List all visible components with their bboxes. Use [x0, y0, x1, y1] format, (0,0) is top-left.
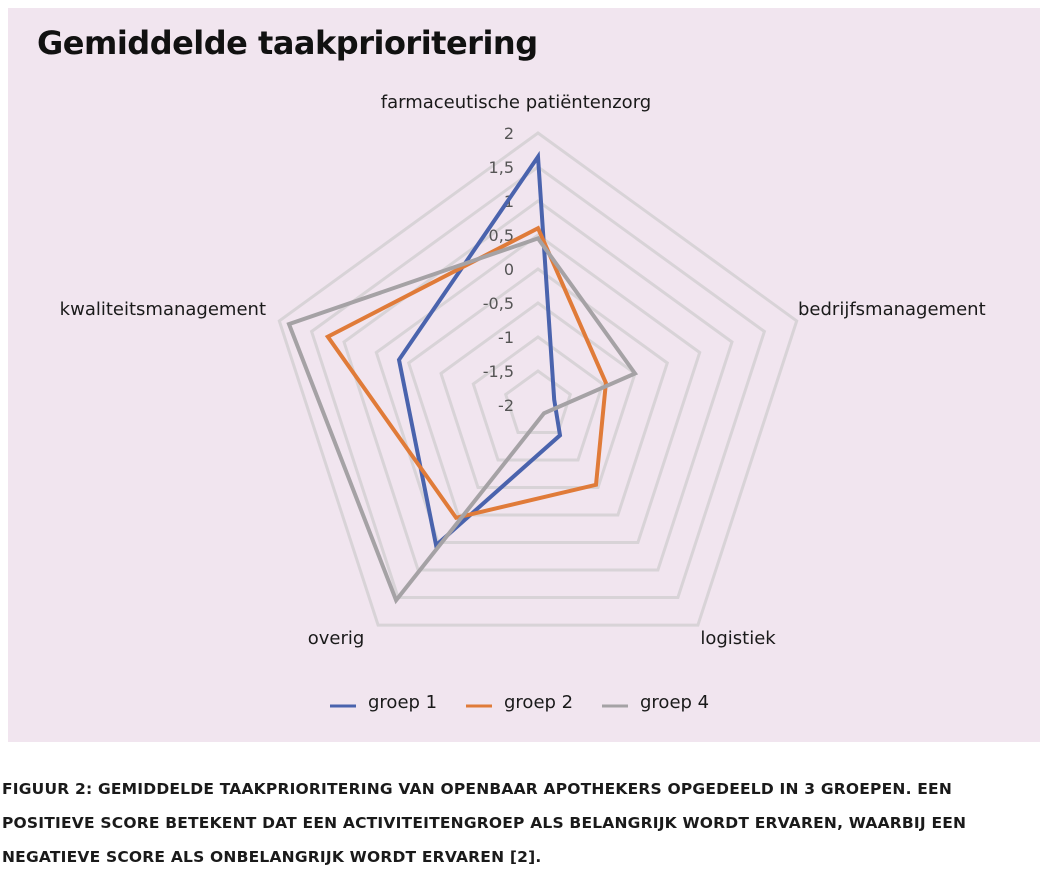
legend [330, 692, 709, 713]
figure-caption: FIGUUR 2: GEMIDDELDE TAAKPRIORITERING VAN OPENBAAR APOTHEKERS OPGEDEELD IN 3 GROEPEN. EEN POSITIEVE SCORE BETEKENT DAT EEN ACTIVITEITENGROEP ALS BELANGRIJK WORDT ERVAREN, WAARBIJ EEN NEGATIEVE SCORE ALS ONBELANGRIJK WORDT ERVAREN [2]. [2, 780, 967, 866]
axis-label: farmaceutische patiëntenzorg [380, 92, 652, 113]
axis-label: logistiek [700, 628, 776, 649]
axis-label: overig [307, 628, 365, 649]
axis-labels [60, 92, 986, 649]
tick-label: -0,5 [482, 294, 514, 313]
tick-label: -1 [498, 328, 514, 347]
grid-ring [473, 337, 602, 460]
chart-title: Gemiddelde taakprioritering [37, 24, 538, 62]
tick-label: -2 [498, 396, 514, 415]
tick-label: 1 [503, 192, 514, 211]
axis-label: bedrijfsmanagement [798, 299, 986, 320]
tick-label: 1,5 [488, 158, 514, 177]
tick-label: 2 [503, 124, 514, 143]
legend-label: groep 2 [504, 692, 574, 713]
legend-label: groep 1 [368, 692, 438, 713]
tick-label: 0,5 [488, 226, 514, 245]
radar-chart [8, 8, 1040, 742]
tick-label: -1,5 [482, 362, 514, 381]
tick-label: 0 [503, 260, 514, 279]
tick-labels [483, 124, 514, 415]
legend-label: groep 4 [640, 692, 710, 713]
axis-label: kwaliteitsmanagement [59, 299, 266, 320]
